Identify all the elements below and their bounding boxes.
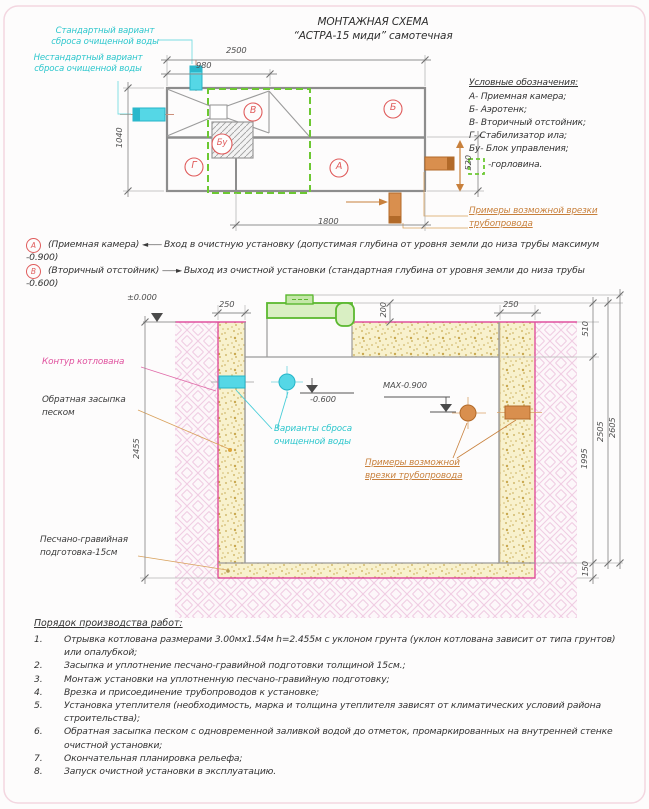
prep-label-line2: подготовка-15см xyxy=(40,548,118,558)
item-text: Отрывка котлована размерами 3.00мх1.54м h=2.455м с уклоном грунта (уклон котлована зависит от типа грунтов) или опалубкой; xyxy=(64,634,616,659)
work-order-item xyxy=(34,765,632,778)
discharge-variants-label-line1: Варианты сброса xyxy=(274,424,352,434)
legend-item-gorlovina: -горловина. xyxy=(488,160,543,170)
plan-orange-pipes xyxy=(346,140,468,228)
chamber-label-bu: Бу xyxy=(216,138,228,148)
pit-contour-label: Контур котлована xyxy=(42,357,125,367)
lid xyxy=(267,295,354,326)
work-order-item xyxy=(34,699,632,725)
work-order-item xyxy=(34,752,632,765)
plan-view xyxy=(118,40,484,231)
discharge-variants-label-line2: очищенной воды xyxy=(274,437,351,447)
work-order-title: Порядок производства работ: xyxy=(34,618,183,629)
drawing-title-line1: МОНТАЖНАЯ СХЕМА xyxy=(317,16,429,28)
backfill-label-line1: Обратная засыпка xyxy=(42,395,126,405)
item-number: 6. xyxy=(34,726,43,738)
backfill-label-line2: песком xyxy=(42,408,75,418)
note-b-arrow-icon: ——► xyxy=(161,266,182,275)
dim-2505: 2505 xyxy=(595,421,606,443)
dim-2500: 2500 xyxy=(226,45,247,55)
legend-item-b: Б- Аэротенк; xyxy=(469,105,527,115)
dim-250-left: 250 xyxy=(219,299,235,309)
chamber-label-v: В xyxy=(249,105,257,116)
legend-item-a: А- Приемная камера; xyxy=(469,92,567,102)
chamber-label-b: Б xyxy=(389,102,397,113)
work-order-item xyxy=(34,686,632,699)
section-view xyxy=(138,289,624,618)
dim-200: 200 xyxy=(378,302,389,318)
level-600-mark xyxy=(300,378,354,393)
dim-980: 980 xyxy=(196,60,212,70)
note-a-text: Вход в очистную установку (допустимая глубина от уровня земли до низа трубы максимум -0.900) xyxy=(26,239,600,263)
dim-1995: 1995 xyxy=(579,448,590,470)
dim-1800: 1800 xyxy=(318,216,339,226)
note-b-badge: В xyxy=(26,264,41,279)
item-text: Монтаж установки на уплотненную песчано-гравийную подготовку; xyxy=(64,673,390,685)
dim-510: 510 xyxy=(580,321,591,337)
item-number: 3. xyxy=(34,673,43,685)
chamber-label-g: Г xyxy=(191,160,197,171)
note-a-badge: А xyxy=(26,238,41,253)
dim-1040: 1040 xyxy=(114,127,125,149)
legend-title: Условные обозначения: xyxy=(469,78,579,88)
note-b-text: Выход из очистной установки (стандартная глубина от уровня земли до низа трубы -0.600) xyxy=(26,265,585,289)
item-number: 8. xyxy=(34,766,43,778)
work-order-item xyxy=(34,673,632,686)
level-max-900: МАХ-0.900 xyxy=(383,380,427,390)
work-order-item xyxy=(34,659,632,672)
item-text: Запуск очистной установки в эксплуатацию. xyxy=(64,766,277,778)
level-minus-600: -0.600 xyxy=(310,394,336,404)
work-order-item xyxy=(34,633,632,659)
note-a-arrow-icon: ◄—— xyxy=(142,240,162,249)
item-text: Врезка и присоединение трубопроводов к установке; xyxy=(64,686,319,698)
plan-extension-lines xyxy=(123,55,484,231)
plan-dim-ticks xyxy=(125,57,482,229)
tap-examples-section-line2: врезки трубопровода xyxy=(365,471,463,481)
work-order-item xyxy=(34,725,632,751)
item-number: 5. xyxy=(34,700,43,712)
note-a-pre: (Приемная камера) xyxy=(48,239,140,250)
prep-label-line1: Песчано-гравийная xyxy=(40,535,128,545)
chamber-label-a: А xyxy=(335,161,343,172)
tap-examples-plan-line1: Примеры возможной врезки xyxy=(469,206,598,216)
item-number: 7. xyxy=(34,752,43,764)
legend-item-g: Г- Стабилизатор ила; xyxy=(469,131,567,141)
dim-250-right: 250 xyxy=(503,299,519,309)
dim-150: 150 xyxy=(580,561,591,577)
item-number: 2. xyxy=(34,660,43,672)
standard-discharge-label-line1: Стандартный вариант xyxy=(55,26,155,36)
nonstandard-discharge-label-line1: Нестандартный вариант xyxy=(33,53,143,63)
note-b-pre: (Вторичный отстойник) xyxy=(48,265,160,276)
level-900-mark xyxy=(384,397,456,412)
work-order xyxy=(34,618,632,778)
dim-2455: 2455 xyxy=(131,438,142,460)
dim-2605: 2605 xyxy=(607,417,618,439)
item-number: 1. xyxy=(34,634,43,645)
note-a xyxy=(26,238,604,264)
note-b xyxy=(26,264,604,290)
item-text: Обратная засыпка песком с одновременной заливкой водой до отметок, промаркированных на внутренней стенке очистной установки; xyxy=(64,726,613,751)
standard-discharge-label-line2: сброса очищенной воды xyxy=(51,37,159,47)
item-number: 4. xyxy=(34,686,43,698)
legend-item-bu: Бу- Блок управления; xyxy=(469,144,569,154)
item-text: Окончательная планировка рельефа; xyxy=(64,752,243,764)
sand-backfill xyxy=(218,322,535,578)
zero-level-mark xyxy=(151,313,163,322)
dim-520: 520 xyxy=(463,155,474,171)
tap-examples-plan-line2: трубопровода xyxy=(469,219,533,229)
item-text: Засыпка и уплотнение песчано-гравийной подготовки толщиной 15см.; xyxy=(64,660,406,672)
item-text: Установка утеплителя (необходимость, марка и толщина утеплителя зависят от климатических условий района строительства); xyxy=(64,700,601,725)
level-zero: ±0.000 xyxy=(127,292,157,302)
nonstandard-discharge-label-line2: сброса очищенной воды xyxy=(34,64,142,74)
tap-examples-section-line1: Примеры возможной xyxy=(365,458,460,468)
drawing-title-line2: “АСТРА-15 миди” самотечная xyxy=(293,30,453,42)
legend-item-v: В- Вторичный отстойник; xyxy=(469,118,586,128)
